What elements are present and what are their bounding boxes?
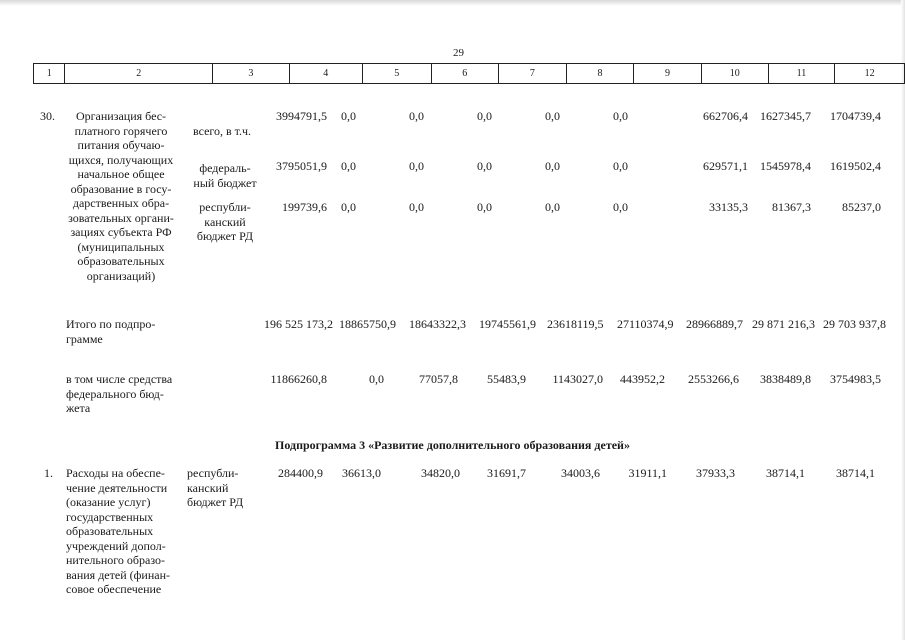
row-name-line: организаций) xyxy=(86,268,156,283)
row-name-line: зовательных органи- xyxy=(68,210,174,225)
value-cell: 199739,6 xyxy=(282,200,327,214)
value-cell: 34820,0 xyxy=(421,466,460,480)
value-cell: 0,0 xyxy=(409,109,424,123)
value-cell: 629571,1 xyxy=(703,159,748,173)
value-cell: 0,0 xyxy=(477,200,492,214)
row-name-line: Расходы на обеспе- xyxy=(66,466,165,480)
federal-value: 77057,8 xyxy=(419,372,458,386)
row-name-line: (муниципальных xyxy=(77,239,165,254)
total-value: 196 525 173,2 xyxy=(264,317,333,331)
row-name-line: щихся, получающих xyxy=(68,152,174,167)
value-cell: 31691,7 xyxy=(487,466,526,480)
federal-value: 3754983,5 xyxy=(830,372,881,386)
row-name-line: образовательных xyxy=(66,524,154,538)
scan-edge-top xyxy=(0,0,905,6)
value-cell: 1627345,7 xyxy=(760,109,811,123)
value-cell: 38714,1 xyxy=(766,466,805,480)
federal-label xyxy=(66,372,172,416)
value-cell: 0,0 xyxy=(545,109,560,123)
page-number: 29 xyxy=(453,47,464,59)
col-number-1: 1 xyxy=(34,64,65,84)
value-cell: 1545978,4 xyxy=(760,159,811,173)
row-name-line: учреждений допол- xyxy=(66,538,166,553)
funding-source-line: бюджет РД xyxy=(196,229,254,243)
row-name-line: образование в госу- xyxy=(70,181,172,196)
funding-source-line: республи- xyxy=(199,200,251,214)
row-name-line: платного горячего xyxy=(74,123,168,138)
value-cell: 0,0 xyxy=(341,109,356,123)
total-value: 27110374,9 xyxy=(617,317,674,331)
value-cell: 34003,6 xyxy=(561,466,600,480)
scan-edge-right xyxy=(901,0,905,640)
funding-source-line: ный бюджет xyxy=(193,175,257,190)
value-cell: 0,0 xyxy=(613,159,628,173)
row-name-line: совое обеспечение xyxy=(66,582,162,596)
col-number-7: 7 xyxy=(499,64,567,84)
value-cell: 85237,0 xyxy=(842,200,881,214)
col-number-3: 3 xyxy=(213,64,289,84)
federal-value: 443952,2 xyxy=(620,372,665,386)
value-cell: 0,0 xyxy=(545,200,560,214)
row-name-line: питания обучаю- xyxy=(77,138,165,152)
value-cell: 37933,3 xyxy=(696,466,735,480)
total-label-line: грамме xyxy=(66,331,103,346)
federal-value: 11866260,8 xyxy=(270,372,327,386)
funding-source-line: республи- xyxy=(187,466,239,480)
federal-value: 1143027,0 xyxy=(552,372,603,386)
row-name-line: нительного образо- xyxy=(66,553,166,567)
row-name-line: (оказание услуг) xyxy=(66,495,151,509)
funding-source xyxy=(186,200,264,244)
col-number-4: 4 xyxy=(289,64,362,84)
funding-source-line: канский xyxy=(204,214,246,229)
col-number-8: 8 xyxy=(566,64,634,84)
federal-label-line: жета xyxy=(66,401,91,415)
row-name-line: образовательных xyxy=(77,254,165,268)
federal-value: 2553266,6 xyxy=(688,372,739,386)
total-value: 18643322,3 xyxy=(409,317,466,331)
col-number-9: 9 xyxy=(634,64,702,84)
federal-label-line: федерального бюд- xyxy=(66,386,164,401)
row-name xyxy=(66,466,170,597)
funding-source xyxy=(187,466,243,510)
subprogram-title: Подпрограмма 3 «Развитие дополнительного образования детей» xyxy=(275,438,630,452)
value-cell: 0,0 xyxy=(613,200,628,214)
value-cell: 81367,3 xyxy=(772,200,811,214)
value-cell: 0,0 xyxy=(477,109,492,123)
col-number-2: 2 xyxy=(65,64,213,84)
total-value: 28966889,7 xyxy=(686,317,743,331)
value-cell: 662706,4 xyxy=(703,109,748,123)
total-value: 18865750,9 xyxy=(339,317,396,331)
row-name-line: государственных xyxy=(66,509,154,524)
col-number-5: 5 xyxy=(362,64,431,84)
row-name-line: дарственных обра- xyxy=(72,196,170,210)
total-value: 23618119,5 xyxy=(547,317,604,331)
federal-label-line: в том числе средства xyxy=(66,372,173,386)
row-name xyxy=(62,109,180,283)
row-number: 1. xyxy=(44,466,53,480)
value-cell: 33135,3 xyxy=(709,200,748,214)
column-number-header xyxy=(33,63,905,84)
col-number-10: 10 xyxy=(701,64,768,84)
total-label xyxy=(66,317,155,346)
value-cell: 0,0 xyxy=(409,200,424,214)
row-name-line: Организация бес- xyxy=(75,109,167,123)
col-number-11: 11 xyxy=(768,64,835,84)
col-number-12: 12 xyxy=(835,64,905,84)
value-cell: 3795051,9 xyxy=(276,159,327,173)
value-cell: 0,0 xyxy=(613,109,628,123)
federal-value: 55483,9 xyxy=(487,372,526,386)
row-number: 30. xyxy=(40,109,55,123)
funding-source-line: федераль- xyxy=(199,161,251,175)
value-cell: 0,0 xyxy=(341,200,356,214)
total-label-line: Итого по подпро- xyxy=(66,317,156,331)
row-name-line: чение деятельности xyxy=(66,480,168,495)
value-cell: 38714,1 xyxy=(836,466,875,480)
value-cell: 0,0 xyxy=(545,159,560,173)
row-name-line: начальное общее xyxy=(77,167,165,181)
funding-source: всего, в т.ч. xyxy=(193,124,252,138)
funding-source xyxy=(186,161,264,190)
total-value: 29 871 216,3 xyxy=(752,317,815,331)
federal-value: 3838489,8 xyxy=(760,372,811,386)
value-cell: 1704739,4 xyxy=(830,109,881,123)
federal-value: 0,0 xyxy=(369,372,384,386)
value-cell: 0,0 xyxy=(409,159,424,173)
value-cell: 31911,1 xyxy=(628,466,667,480)
value-cell: 1619502,4 xyxy=(830,159,881,173)
row-name-line: вания детей (финан- xyxy=(66,567,170,582)
value-cell: 36613,0 xyxy=(342,466,381,480)
value-cell: 0,0 xyxy=(341,159,356,173)
value-cell: 284400,9 xyxy=(278,466,323,480)
total-value: 29 703 937,8 xyxy=(823,317,886,331)
value-cell: 3994791,5 xyxy=(276,109,327,123)
value-cell: 0,0 xyxy=(477,159,492,173)
col-number-6: 6 xyxy=(431,64,499,84)
row-name-line: зациях субъекта РФ xyxy=(70,225,172,239)
funding-source-line: бюджет РД xyxy=(187,495,244,509)
total-value: 19745561,9 xyxy=(479,317,536,331)
funding-source-line: канский xyxy=(187,480,229,495)
